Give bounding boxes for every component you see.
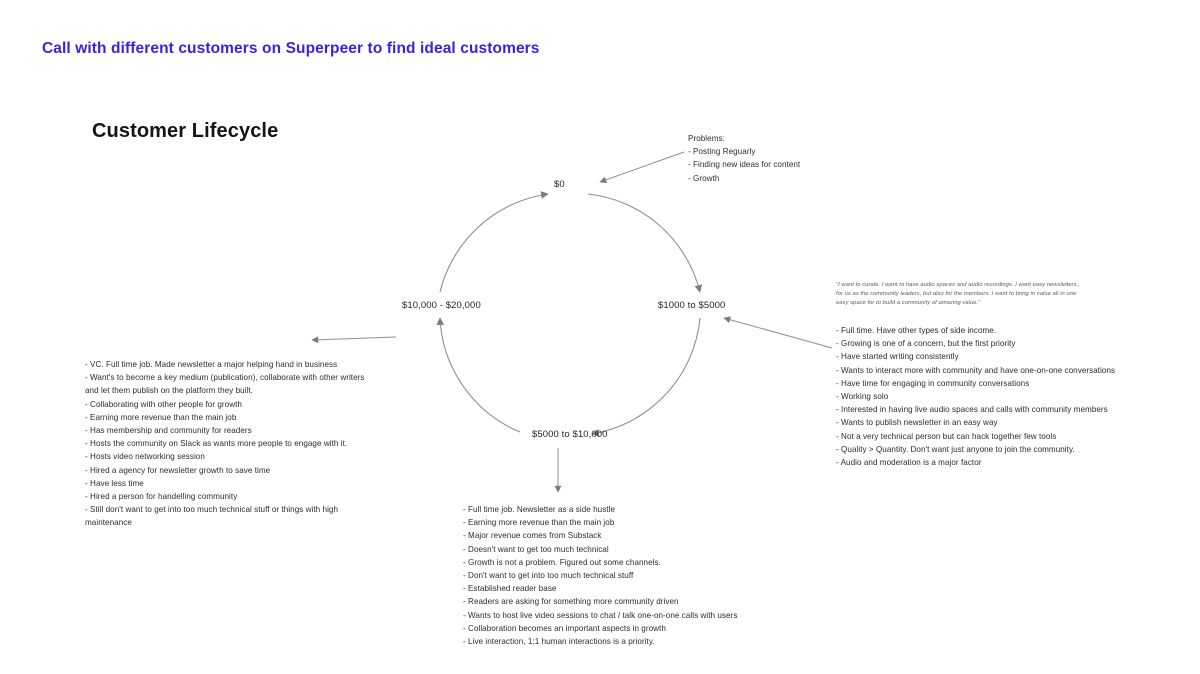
- note-item: - Want's to become a key medium (publication), collaborate with other writers and let them publish on the platform they built.: [85, 373, 365, 396]
- note-problems-heading: Problems:: [688, 134, 725, 143]
- note-item: - Have started writing consistently: [836, 352, 959, 362]
- note-item: - Hired a agency for newsletter growth to save time: [85, 465, 271, 475]
- note-bottom-stage: [463, 503, 783, 648]
- note-item: - Major revenue comes from Substack: [463, 531, 602, 541]
- cycle-label-stage-2: $1000 to $5000: [658, 300, 726, 311]
- note-item: - Hired a person for handelling community: [85, 492, 238, 502]
- note-item: - Hosts the community on Slack as wants more people to engage with it.: [85, 439, 348, 449]
- cycle-label-stage-4: $10,000 - $20,000: [402, 300, 481, 311]
- note-item: - Hosts video networking session: [85, 452, 205, 462]
- note-problems-item: - Growth: [688, 173, 720, 183]
- note-item: - Quality > Quantity. Don't want just anyone to join the community.: [836, 444, 1075, 454]
- note-item: - Collaboration becomes an important aspects in growth: [463, 623, 666, 633]
- note-item: - Wants to publish newsletter in an easy way: [836, 418, 998, 428]
- section-title: Customer Lifecycle: [92, 120, 279, 142]
- note-item: - Wants to host live video sessions to chat / talk one-on-one calls with users: [463, 610, 738, 620]
- note-item: - Earning more revenue than the main job: [463, 518, 615, 528]
- note-item: - Doesn't want to get too much technical: [463, 544, 609, 554]
- note-item: - Live interaction, 1:1 human interactions is a priority.: [463, 637, 655, 647]
- note-item: - Have time for engaging in community conversations: [836, 378, 1030, 388]
- note-problems-item: - Finding new ideas for content: [688, 160, 801, 170]
- note-right-stage: [836, 324, 1156, 469]
- note-problems: [688, 132, 800, 185]
- note-item: - Full time. Have other types of side income.: [836, 326, 997, 335]
- customer-quote: "I want to curate. I want to have audio spaces and audio recordings. I want easy newsletters., for us as the community leaders, but also for the members. I want to bring in value all in one easy space for to build a community of amazing value.": [836, 282, 1080, 307]
- note-item: - Working solo: [836, 392, 889, 402]
- note-item: - Audio and moderation is a major factor: [836, 458, 982, 468]
- note-item: - Has membership and community for readers: [85, 426, 252, 436]
- cycle-label-stage-3: $5000 to $10,000: [532, 429, 608, 440]
- note-item: - VC. Full time job. Made newsletter a major helping hand in business: [85, 360, 338, 369]
- note-item: - Have less time: [85, 478, 144, 488]
- note-item: - Growth is not a problem. Figured out some channels.: [463, 557, 661, 567]
- note-item: - Interested in having live audio spaces and calls with community members: [836, 405, 1108, 415]
- note-item: - Growing is one of a concern, but the first priority: [836, 339, 1016, 349]
- note-item: - Established reader base: [463, 584, 557, 594]
- note-item: - Still don't want to get into too much technical stuff or things with high maintenance: [85, 505, 339, 528]
- cycle-label-stage-1: $0: [554, 179, 565, 190]
- note-item: - Not a very technical person but can hack together few tools: [836, 431, 1057, 441]
- note-item: - Readers are asking for something more community driven: [463, 597, 679, 607]
- note-problems-item: - Posting Reguarly: [688, 147, 756, 157]
- note-item: - Full time job. Newsletter as a side hustle: [463, 505, 615, 514]
- page-title: Call with different customers on Superpeer to find ideal customers: [42, 40, 540, 57]
- note-item: - Don't want to get into too much technical stuff: [463, 571, 634, 581]
- note-left-stage: [85, 358, 375, 530]
- note-item: - Collaborating with other people for growth: [85, 399, 242, 409]
- note-item: - Earning more revenue than the main job: [85, 412, 237, 422]
- note-item: - Wants to interact more with community and have one-on-one conversations: [836, 365, 1116, 375]
